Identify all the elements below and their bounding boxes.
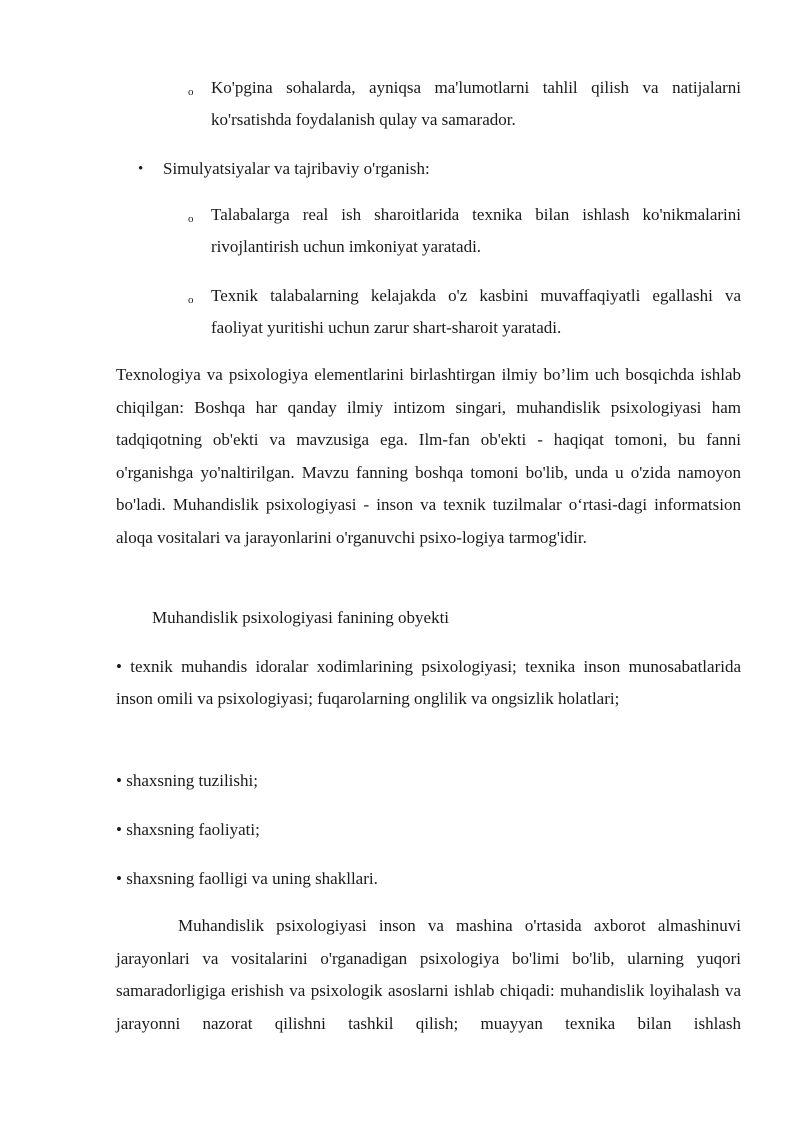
sub-list-item: Ko'pgina sohalarda, ayniqsa ma'lumotlarni tahlil qilish va natijalarni ko'rsatishda foydalanish qulay va samarador. <box>211 78 741 129</box>
list-item: • shaxsning faoliyati; <box>116 820 260 839</box>
section-heading: Muhandislik psixologiyasi fanining obyekti <box>152 608 450 627</box>
bullet-marker: • <box>138 161 144 177</box>
body-paragraph: Muhandislik psixologiyasi inson va mashina o'rtasida axborot almashinuvi jarayonlari va vositalarini o'rganadigan psixologiya bo'limi bo'lib, ularning yuqori samaradorligiga erishish va psixologik asoslarni ishlab chiqadi: muhandislik loyihalash va jarayonni nazorat qilishni tashkil qilish; muayyan texnika bilan ishlash <box>116 916 741 1033</box>
list-item: Simulyatsiyalar va tajribaviy o'rganish: <box>163 159 430 178</box>
list-item: • texnik muhandis idoralar xodimlarining psixologiyasi; texnika inson munosabatlarida inson omili va psixologiyasi; fuqarolarning onglilik va ongsizlik holatlari; <box>116 657 741 708</box>
sub-bullet-marker: o <box>188 213 194 225</box>
list-item: • shaxsning faolligi va uning shakllari. <box>116 869 378 888</box>
body-paragraph: Texnologiya va psixologiya elementlarini birlashtirgan ilmiy bo’lim uch bosqichda ishlab chiqilgan: Boshqa har qanday ilmiy intizom singari, muhandislik psixologiyasi ham tadqiqotning ob'ekti va mavzusiga ega. Ilm-fan ob'ekti - haqiqat tomoni, bu fanni o'rganishga yo'naltirilgan. Mavzu fanning boshqa tomoni bo'lib, unda u o'zida namoyon bo'ladi. Muhandislik psixologiyasi - inson va texnik tuzilmalar o‘rtasi-dagi informatsion aloqa vositalari va jarayonlarini o'rganuvchi psixo-logiya tarmog'idir. <box>116 365 741 547</box>
sub-bullet-marker: o <box>188 294 194 306</box>
list-item: • shaxsning tuzilishi; <box>116 771 258 790</box>
sub-list-item: Talabalarga real ish sharoitlarida texnika bilan ishlash ko'nikmalarini rivojlantirish uchun imkoniyat yaratadi. <box>211 205 741 256</box>
sub-bullet-marker: o <box>188 86 194 98</box>
sub-list-item: Texnik talabalarning kelajakda o'z kasbini muvaffaqiyatli egallashi va faoliyat yuritishi uchun zarur shart-sharoit yaratadi. <box>211 286 741 337</box>
